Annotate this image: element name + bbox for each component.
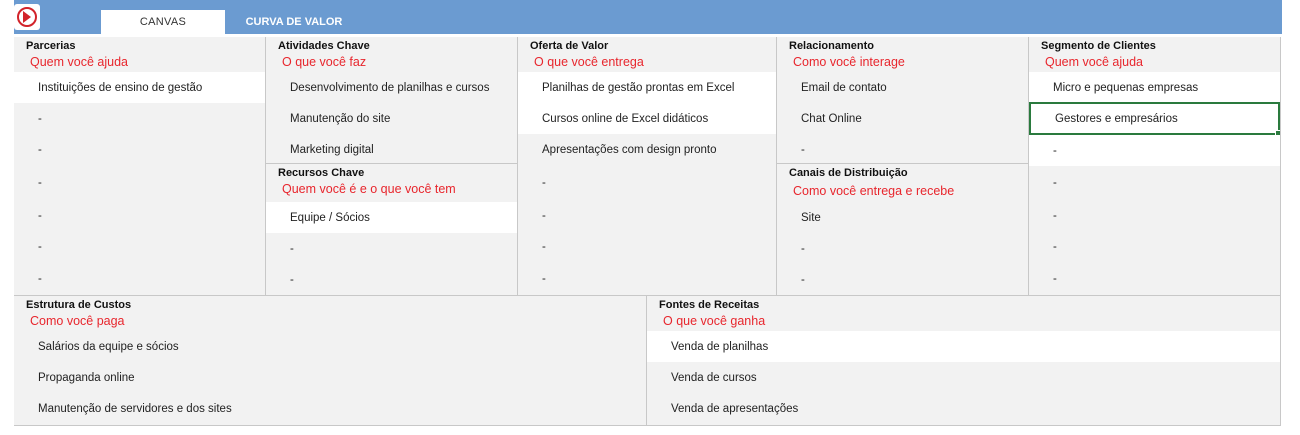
divider xyxy=(646,296,647,426)
list-item-selected[interactable] xyxy=(1029,102,1280,135)
section-subtitle: O que você entrega xyxy=(534,55,644,69)
section-subtitle: Como você entrega e recebe xyxy=(793,184,955,198)
list-item[interactable]: Equipe / Sócios xyxy=(266,202,518,233)
section-title: Recursos Chave xyxy=(278,167,365,179)
section-parcerias xyxy=(14,37,266,295)
list-item[interactable]: - xyxy=(801,143,805,156)
list-item[interactable]: - xyxy=(38,176,42,189)
list-item[interactable]: - xyxy=(542,209,546,222)
section-canais-de-distribuicao xyxy=(777,164,1029,295)
list-item[interactable]: - xyxy=(1053,272,1057,285)
section-title: Relacionamento xyxy=(789,40,874,52)
list-item[interactable]: Planilhas de gestão prontas em Excel xyxy=(518,72,777,103)
divider xyxy=(517,37,518,295)
list-item[interactable]: - xyxy=(1053,240,1057,253)
list-item[interactable]: - xyxy=(542,240,546,253)
list-item-label: Gestores e empresários xyxy=(1055,112,1178,125)
list-item[interactable]: - xyxy=(38,272,42,285)
section-subtitle: Como você paga xyxy=(30,314,125,328)
tab-canvas[interactable]: CANVAS xyxy=(101,10,225,34)
section-atividades-chave xyxy=(266,37,518,164)
section-subtitle: Quem você ajuda xyxy=(30,55,128,69)
divider xyxy=(1280,37,1281,426)
section-title: Segmento de Clientes xyxy=(1041,40,1156,52)
section-estrutura-de-custos xyxy=(14,296,647,426)
section-subtitle: Como você interage xyxy=(793,55,905,69)
list-item[interactable]: Propaganda online xyxy=(38,371,135,384)
app-logo[interactable] xyxy=(14,4,40,30)
tab-curva-de-valor[interactable]: CURVA DE VALOR xyxy=(245,16,343,28)
list-item[interactable]: Venda de cursos xyxy=(671,371,757,384)
divider xyxy=(14,425,1281,426)
section-title: Atividades Chave xyxy=(278,40,370,52)
list-item[interactable]: Email de contato xyxy=(801,81,887,94)
list-item[interactable]: - xyxy=(38,209,42,222)
list-item[interactable]: - xyxy=(1053,209,1057,222)
list-item[interactable]: Apresentações com design pronto xyxy=(542,143,717,156)
list-item[interactable]: Salários da equipe e sócios xyxy=(38,340,179,353)
section-subtitle: Quem você é e o que você tem xyxy=(282,182,456,196)
divider xyxy=(777,163,1029,164)
list-item[interactable]: - xyxy=(542,272,546,285)
list-item[interactable]: - xyxy=(290,273,294,286)
list-item[interactable]: Micro e pequenas empresas xyxy=(1029,72,1280,103)
section-oferta-de-valor xyxy=(518,37,777,295)
play-triangle xyxy=(23,11,31,23)
list-item[interactable]: Venda de apresentações xyxy=(671,402,799,415)
divider xyxy=(776,37,777,295)
list-item[interactable]: - xyxy=(38,240,42,253)
list-item[interactable]: - xyxy=(542,176,546,189)
list-item[interactable]: - xyxy=(801,242,805,255)
divider xyxy=(266,163,518,164)
section-subtitle: O que você ganha xyxy=(663,314,766,328)
section-title: Parcerias xyxy=(26,40,76,52)
section-title: Oferta de Valor xyxy=(530,40,609,52)
list-item[interactable]: - xyxy=(38,112,42,125)
divider xyxy=(265,37,266,295)
list-item[interactable]: Manutenção de servidores e dos sites xyxy=(38,402,232,415)
list-item[interactable]: Venda de planilhas xyxy=(647,331,1280,362)
divider xyxy=(1028,37,1029,295)
list-item[interactable]: - xyxy=(1053,176,1057,189)
list-item[interactable]: Desenvolvimento de planilhas e cursos xyxy=(290,81,490,94)
list-item[interactable]: Chat Online xyxy=(801,112,862,125)
list-item[interactable]: Cursos online de Excel didáticos xyxy=(518,103,777,134)
section-title: Estrutura de Custos xyxy=(26,299,132,311)
list-item[interactable]: - xyxy=(1029,135,1280,166)
list-item[interactable]: Manutenção do site xyxy=(290,112,391,125)
list-item[interactable]: - xyxy=(290,242,294,255)
list-item[interactable]: Marketing digital xyxy=(290,143,374,156)
section-relacionamento xyxy=(777,37,1029,164)
section-segmento-de-clientes xyxy=(1029,37,1280,295)
list-item[interactable]: Site xyxy=(801,211,821,224)
section-subtitle: O que você faz xyxy=(282,55,367,69)
section-title: Canais de Distribuição xyxy=(789,167,908,179)
list-item[interactable]: Instituições de ensino de gestão xyxy=(14,72,266,103)
divider xyxy=(14,295,1281,296)
section-fontes-de-receitas xyxy=(647,296,1280,426)
section-title: Fontes de Receitas xyxy=(659,299,760,311)
list-item[interactable]: - xyxy=(801,273,805,286)
section-subtitle: Quem você ajuda xyxy=(1045,55,1143,69)
section-recursos-chave xyxy=(266,164,518,295)
list-item[interactable]: - xyxy=(38,143,42,156)
